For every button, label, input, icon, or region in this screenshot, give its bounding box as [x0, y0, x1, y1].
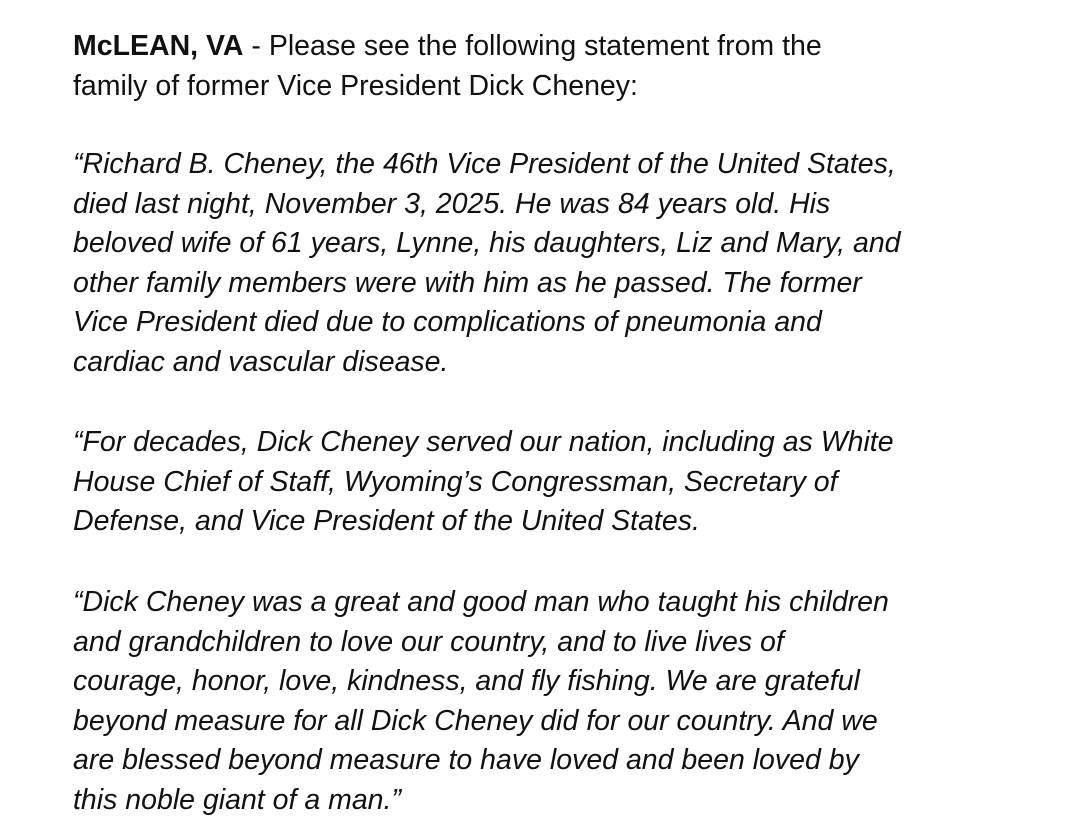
- paragraph-line: Vice President died due to complications of pneumonia and: [73, 306, 822, 339]
- quote-paragraph-death-announcement: [73, 145, 901, 383]
- paragraph-line: died last night, November 3, 2025. He was 84 years old. His: [73, 187, 831, 220]
- dateline: McLEAN, VA: [73, 30, 244, 62]
- paragraph-line: courage, honor, love, kindness, and fly fishing. We are grateful: [73, 665, 860, 698]
- paragraph-line: beloved wife of 61 years, Lynne, his daughters, Liz and Mary, and: [73, 227, 901, 260]
- paragraph-line: are blessed beyond measure to have loved and been loved by: [73, 744, 859, 777]
- intro-paragraph: [73, 27, 822, 106]
- paragraph-line: “Dick Cheney was a great and good man who taught his children: [73, 586, 889, 618]
- paragraph-line: other family members were with him as he passed. The former: [73, 266, 862, 299]
- paragraph-line: and grandchildren to love our country, and to live lives of: [73, 625, 784, 658]
- paragraph-line: Defense, and Vice President of the United States.: [73, 505, 700, 538]
- paragraph-line: this noble giant of a man.”: [73, 783, 401, 816]
- quote-paragraph-tribute: [73, 583, 889, 821]
- paragraph-line: “For decades, Dick Cheney served our nation, including as White: [73, 426, 894, 458]
- paragraph-line: House Chief of Staff, Wyoming’s Congressman, Secretary of: [73, 465, 838, 498]
- paragraph-line: “Richard B. Cheney, the 46th Vice President of the United States,: [73, 148, 896, 180]
- intro-line-1: [73, 27, 822, 67]
- intro-line-1-text: - Please see the following statement from the: [243, 30, 822, 62]
- quote-paragraph-service: [73, 423, 894, 542]
- paragraph-line: cardiac and vascular disease.: [73, 345, 449, 378]
- paragraph-line: beyond measure for all Dick Cheney did for our country. And we: [73, 704, 878, 737]
- intro-line-2: family of former Vice President Dick Cheney:: [73, 69, 638, 102]
